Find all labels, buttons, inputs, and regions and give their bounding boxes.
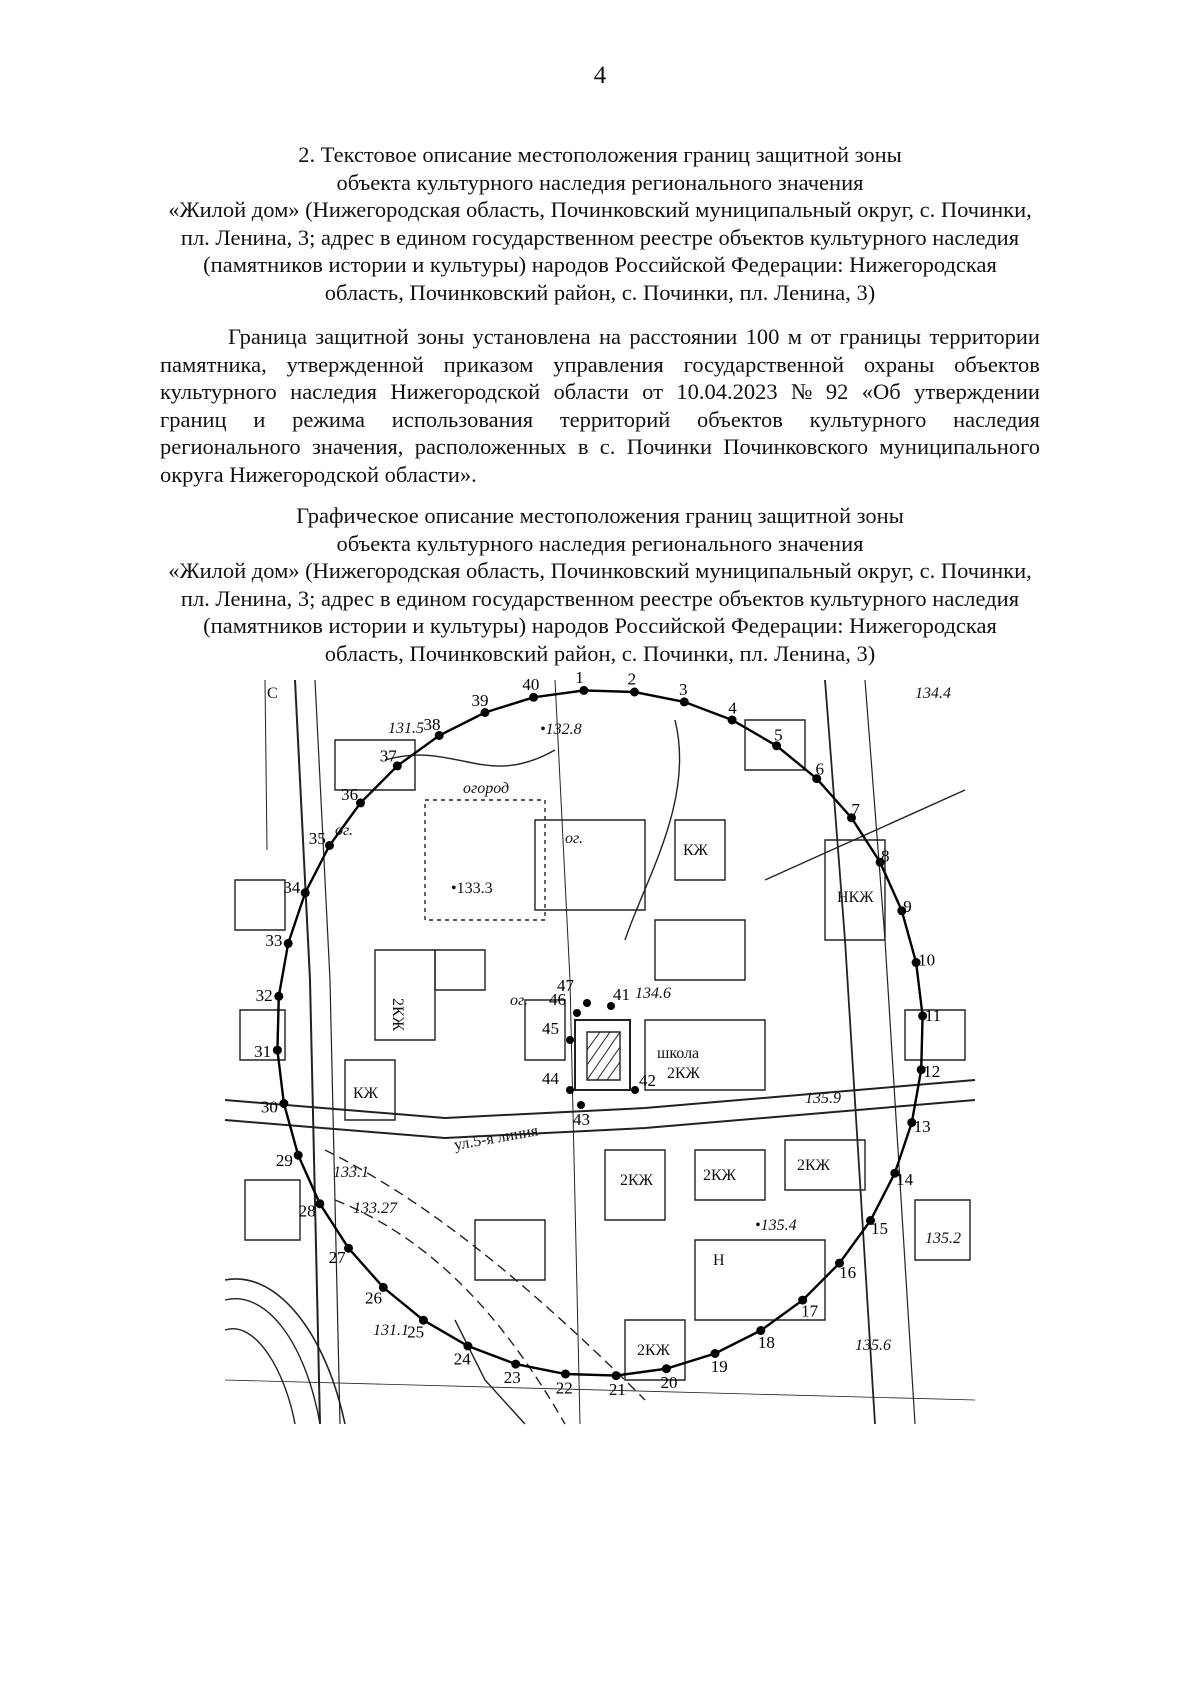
boundary-point-label: 36 [341, 784, 359, 804]
territory-point [583, 999, 591, 1007]
boundary-point-label: 20 [660, 1373, 678, 1392]
heading-line: (памятников истории и культуры) народов Российской Федерации: Нижегородская [203, 252, 997, 277]
word: м [787, 324, 802, 349]
boundary-point-label: 40 [522, 675, 540, 694]
territory-point-label: 41 [613, 985, 630, 1004]
boundary-point [561, 1370, 570, 1379]
boundary-point [279, 1099, 288, 1108]
heading-line: «Жилой дом» (Нижегородская область, Починковский муниципальный округ, с. Починки, [168, 558, 1032, 583]
boundary-point [529, 693, 538, 702]
heading-line: Графическое описание местоположения границ защитной зоны [296, 503, 904, 528]
boundary-point-label: 22 [555, 1378, 573, 1398]
heading-line: объекта культурного наследия регионального значения [336, 530, 864, 556]
territory-point [573, 1009, 581, 1017]
word: № [790, 379, 813, 404]
boundary-point [273, 1046, 282, 1055]
paragraph-line [160, 433, 1040, 461]
boundary-point-label: 6 [815, 759, 824, 779]
word: значения, [312, 434, 404, 459]
territory-point [566, 1036, 574, 1044]
word: области [553, 379, 629, 404]
territory-point-label: 43 [573, 1110, 590, 1129]
heading-line: пл. Ленина, 3; адрес в едином государственном реестре объектов культурного наследия [180, 585, 1020, 611]
street-label: ул.5-я линия [452, 1122, 540, 1154]
boundary-point-label: 26 [365, 1288, 382, 1308]
word: территорий [559, 406, 671, 432]
heading-line: объекта культурного наследия регионального значения [336, 169, 864, 195]
boundary-point [325, 841, 334, 850]
protection-zone-map [225, 667, 975, 1424]
word: границ [160, 406, 227, 432]
word: культурного [809, 406, 927, 432]
territory-point-label: 44 [542, 1069, 559, 1088]
word: регионального [160, 434, 301, 459]
word: от [810, 324, 832, 349]
boundary-point-label: 1 [575, 667, 584, 687]
boundary-point [630, 688, 639, 697]
boundary-point-label: 2 [627, 669, 637, 689]
building-type-label: 2КЖ [703, 1167, 737, 1184]
heading-line: пл. Ленина, 3; адрес в едином государственном реестре объектов культурного наследия [180, 224, 1020, 250]
word: с. [599, 434, 616, 459]
word: государственной [683, 351, 845, 377]
word: защитной [315, 324, 409, 349]
graphic-description-heading [150, 502, 1050, 667]
paragraph-line [160, 323, 1040, 351]
building-type-label: 2КЖ [797, 1157, 831, 1174]
word: и [253, 406, 266, 432]
boundary-point-label: 32 [255, 985, 273, 1005]
boundary-point-label: 15 [871, 1218, 888, 1238]
paragraph-line [160, 378, 1040, 406]
territory-point-label: 42 [639, 1071, 656, 1090]
word: расположенных [414, 434, 567, 459]
elevation-label: 133.27 [353, 1200, 397, 1217]
boundary-point [274, 992, 283, 1001]
boundary-point-label: 5 [774, 725, 783, 745]
boundary-point-label: 28 [298, 1201, 316, 1221]
word: приказом [443, 351, 534, 377]
word: памятника, [160, 351, 267, 377]
word: объектов [954, 351, 1040, 377]
boundary-point-label: 27 [328, 1247, 346, 1267]
boundary-point-label: 23 [503, 1368, 521, 1388]
north-label: С [267, 685, 278, 702]
boundary-point-label: 17 [801, 1301, 819, 1321]
boundary-point [612, 1371, 621, 1380]
boundary-point-label: 25 [407, 1322, 425, 1342]
boundary-point-label: 35 [308, 829, 326, 849]
boundary-point [662, 1364, 671, 1373]
elevation-label: 135.9 [805, 1090, 841, 1107]
word: расстоянии [629, 324, 738, 349]
word: Починковского [723, 434, 869, 459]
word: 92 [825, 379, 849, 404]
word: от [642, 379, 663, 404]
page-number: 4 [593, 62, 607, 89]
heading-line: область, Починковский район, с. Починки, пл. Ленина, 3) [324, 640, 876, 666]
heading-line: (памятников истории и культуры) народов Российской Федерации: Нижегородская [203, 613, 997, 638]
school-label: школа [657, 1045, 700, 1062]
garden-plot-label: ог. [565, 830, 584, 847]
boundary-point-label: 7 [851, 800, 860, 820]
building-type-label: КЖ [683, 842, 709, 859]
boundary-point [579, 686, 588, 695]
boundary-point-label: 37 [379, 746, 397, 766]
elevation-label: •133.3 [451, 880, 493, 897]
elevation-label: 131.5 [388, 720, 424, 737]
boundary-point-label: 8 [881, 846, 890, 866]
boundary-point [315, 1199, 324, 1208]
elevation-label: 135.6 [855, 1337, 891, 1354]
map-drawing [225, 667, 975, 1424]
territory-point [566, 1086, 574, 1094]
boundary-point-label: 14 [896, 1169, 914, 1189]
boundary-point [284, 939, 293, 948]
boundary-point [294, 1151, 303, 1160]
elevation-label: •135.4 [755, 1217, 797, 1234]
word: утверждении [914, 379, 1040, 404]
section-heading [150, 141, 1050, 306]
word: муниципального [879, 434, 1040, 459]
boundary-point-label: 31 [254, 1041, 272, 1061]
building-type-label: 2КЖ [389, 998, 406, 1032]
garden-plot-label: ог. [510, 992, 529, 1009]
heading-line: 2. Текстовое описание местоположения границ защитной зоны [298, 142, 902, 167]
school-type-label: 2КЖ [667, 1065, 701, 1082]
boundary-point [301, 888, 310, 897]
paragraph-line [160, 351, 1040, 379]
word: объектов [697, 406, 783, 432]
word: зоны [416, 324, 465, 349]
boundary-point-label: 38 [423, 714, 441, 734]
boundary-point-label: 33 [265, 930, 283, 950]
territory-point-label: 45 [542, 1019, 559, 1038]
word: культурного [160, 379, 277, 404]
word: территории [929, 324, 1040, 349]
territory-point [577, 1101, 585, 1109]
word: наследия [953, 406, 1040, 432]
elevation-label: •132.8 [540, 721, 582, 738]
word: 100 [745, 324, 780, 349]
elevation-label: 133.1 [333, 1164, 369, 1181]
building-type-label: КЖ [353, 1085, 379, 1102]
boundary-point-label: 19 [710, 1357, 728, 1377]
boundary-point-label: 39 [471, 690, 489, 710]
territory-point-label: 47 [557, 976, 574, 995]
boundary-point-label: 9 [903, 897, 912, 916]
heading-line: «Жилой дом» (Нижегородская область, Починковский муниципальный округ, с. Починки, [168, 197, 1032, 222]
building-type-label: 2КЖ [637, 1342, 671, 1359]
word: «Об [861, 379, 901, 404]
body-paragraph [160, 323, 1040, 488]
word: охраны [863, 351, 935, 377]
boundary-point-label: 34 [283, 878, 301, 898]
boundary-point-label: 21 [608, 1380, 626, 1400]
heading-line: область, Починковский район, с. Починки, пл. Ленина, 3) [324, 279, 876, 305]
word: установлена [472, 324, 591, 349]
building-type-label: 2КЖ [620, 1172, 654, 1189]
elevation-label: 134.6 [635, 985, 671, 1002]
word: Нижегородской [390, 379, 541, 404]
boundary-point-label: 4 [728, 698, 737, 718]
word: Граница [228, 324, 307, 349]
elevation-label: 134.4 [915, 685, 951, 702]
elevation-label: 131.1 [373, 1322, 409, 1339]
word: управления [553, 351, 664, 377]
word: использования [391, 406, 534, 432]
boundary-point-label: 12 [923, 1062, 941, 1082]
boundary-point-label: 11 [924, 1006, 942, 1026]
elevation-label: 135.2 [925, 1230, 961, 1247]
boundary-point-label: 29 [275, 1151, 293, 1170]
boundary-point-label: 16 [839, 1263, 857, 1283]
territory-point-label: 46 [549, 990, 566, 1009]
boundary-point-label: 18 [757, 1333, 775, 1353]
word: режима [292, 406, 366, 432]
territory-point [631, 1086, 639, 1094]
garden-label: огород [463, 780, 510, 797]
paragraph-line [160, 406, 1040, 434]
boundary-point-label: 24 [453, 1349, 471, 1369]
boundary-point-label: 30 [260, 1097, 278, 1117]
building-type-label: Н [713, 1252, 725, 1269]
word: на [598, 324, 621, 349]
boundary-point-label: 13 [913, 1117, 931, 1137]
boundary-point-label: 3 [679, 679, 688, 699]
building-type-label: НКЖ [837, 889, 874, 906]
boundary-point-label: 10 [918, 950, 936, 970]
paragraph-line: округа Нижегородской области». [160, 461, 477, 487]
word: в [577, 434, 589, 459]
garden-plot-label: ог. [335, 822, 354, 839]
word: Починки [626, 434, 712, 459]
word: 10.04.2023 [676, 379, 778, 404]
word: границы [839, 324, 922, 349]
word: утвержденной [286, 351, 424, 377]
word: наследия [290, 379, 377, 404]
